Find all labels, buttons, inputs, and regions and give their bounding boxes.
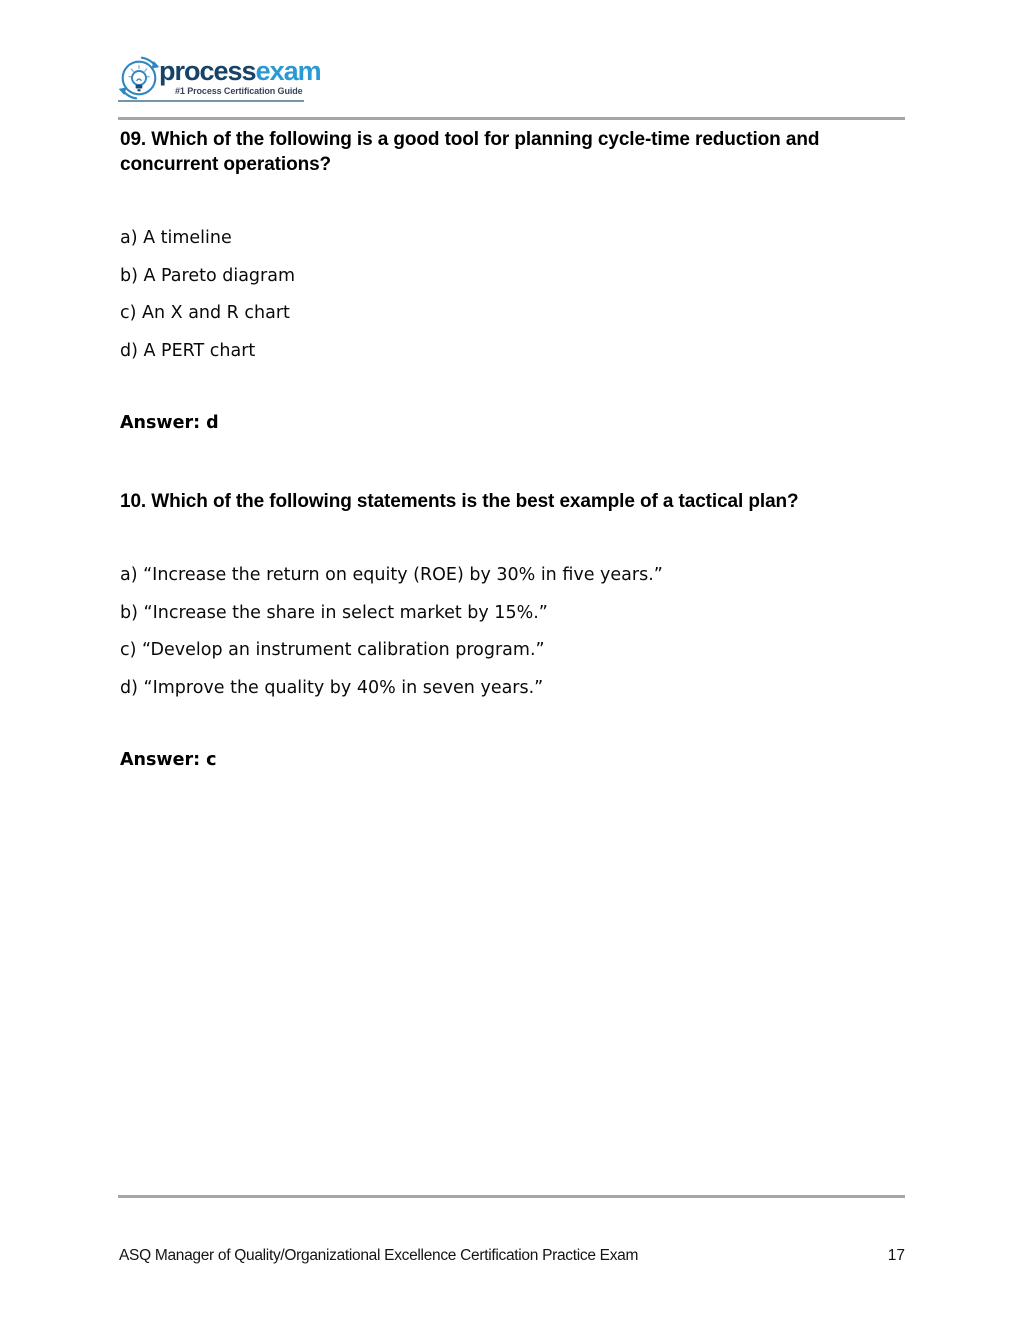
question-09-heading: 09. Which of the following is a good tool for planning cycle-time reduction and concurrent operations? [120,129,820,175]
question-09-option-d: d) A PERT chart [120,340,256,361]
question-10-answer: Answer: c [120,749,217,770]
question-10-option-c: c) “Develop an instrument calibration program.” [120,640,545,660]
exam-content [120,128,905,771]
question-10-option-d: d) “Improve the quality by 40% in seven years.” [120,677,544,698]
logo-tagline: #1 Process Certification Guide [175,86,303,96]
lightbulb-cycle-icon [116,53,162,103]
header-divider [118,117,905,120]
question-09-option-a: a) A timeline [120,228,232,248]
question-09-answer: Answer: d [120,412,219,433]
question-10-option-b: b) “Increase the share in select market by 15%.” [120,602,548,623]
question-09-options [120,228,905,362]
page-footer [119,1246,905,1265]
logo-wordmark-primary: process [159,56,256,86]
logo-wordmark [159,57,321,85]
footer-divider [118,1195,905,1198]
question-09-option-b: b) A Pareto diagram [120,265,295,286]
page-number: 17 [887,1247,905,1264]
logo-wordmark-secondary: exam [255,56,321,86]
question-09-option-c: c) An X and R chart [120,303,290,323]
logo-text [159,53,321,97]
footer-title: ASQ Manager of Quality/Organizational Excellence Certification Practice Exam [119,1247,639,1264]
processexam-logo [116,53,321,103]
question-10-options [120,565,905,699]
question-10-heading: 10. Which of the following statements is the best example of a tactical plan? [120,490,799,512]
question-10-option-a: a) “Increase the return on equity (ROE) by 30% in five years.” [120,565,663,585]
logo-underline [118,100,304,102]
